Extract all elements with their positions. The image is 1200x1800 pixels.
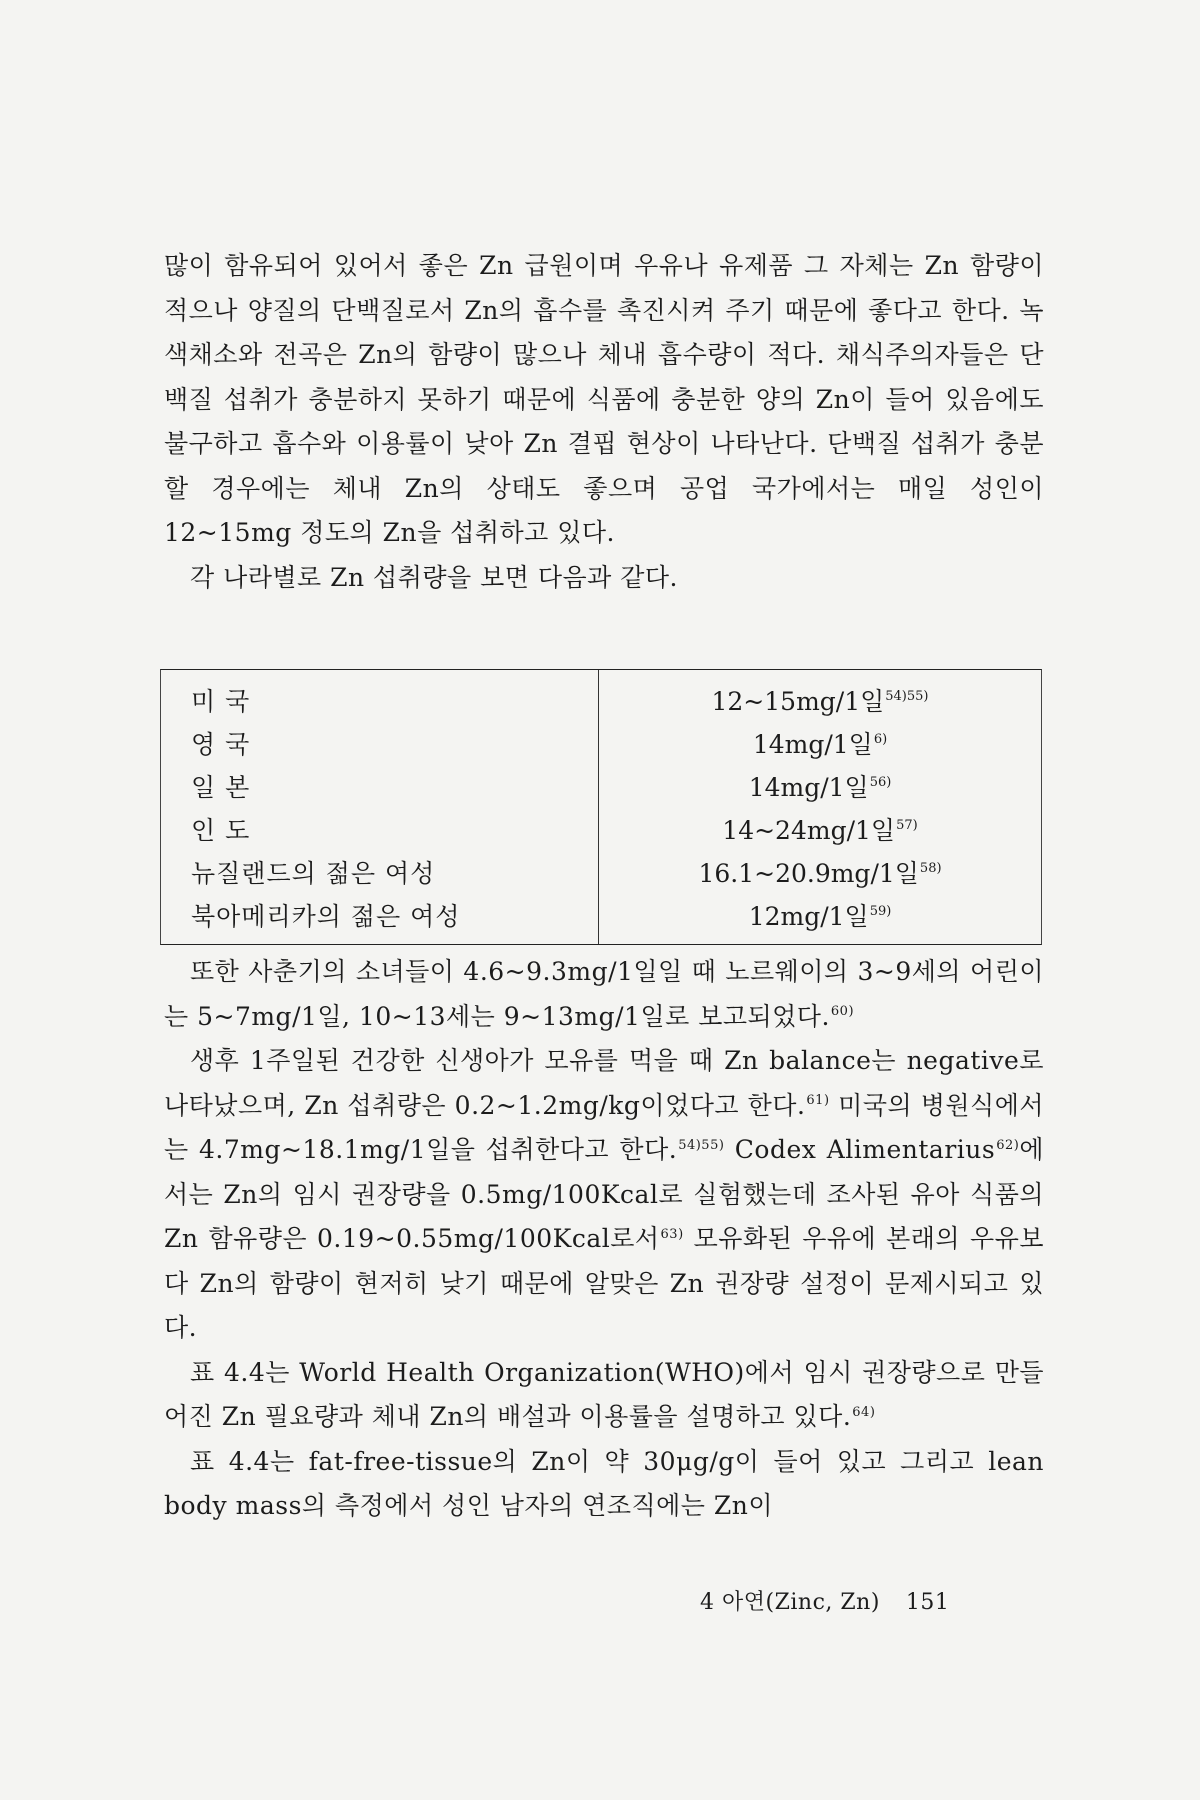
page-number: 151 xyxy=(905,1590,950,1615)
paragraph-intake-intro: 각 나라별로 Zn 섭취량을 보면 다음과 같다. xyxy=(190,562,679,592)
table-row xyxy=(161,850,1041,893)
reference-marker: 54)55) xyxy=(885,689,929,705)
amount-cell xyxy=(599,764,1042,807)
table-row xyxy=(161,670,1041,721)
reference-marker: 58) xyxy=(919,861,942,877)
paragraph-who-requirement: 표 4.4는 World Health Organization(WHO)에서 임시 권장량으로 만들어진 Zn 필요량과 체내 Zn의 배설과 이용률을 설명하고 있다.$^{64)}$ xyxy=(164,1357,1044,1431)
amount-cell xyxy=(599,850,1042,893)
reference-marker: 60) xyxy=(830,1004,855,1020)
reference-marker: 61) xyxy=(806,1093,830,1109)
amount-cell xyxy=(599,670,1042,721)
reference-marker: 57) xyxy=(896,818,918,834)
reference-marker: 64) xyxy=(852,1404,876,1420)
country-cell: 일 본 xyxy=(161,764,599,807)
amount-value: 12mg/1일 xyxy=(748,901,869,931)
country-cell: 북아메리카의 젊은 여성 xyxy=(161,893,599,944)
reference-marker: 59) xyxy=(869,904,892,920)
reference-marker: 62) xyxy=(996,1137,1020,1153)
table-row xyxy=(161,721,1041,764)
paragraph-infant-balance: 생후 1주일된 건강한 신생아가 모유를 먹을 때 Zn balance는 negative로 나타났으며, Zn 섭취량은 0.2~1.2mg/kg이었다고 한다.$^{61)}$ 미국의 병원식에서는 4.7mg~18.1mg/1일을 섭취한다고 한다.$^{54)55)}$ Codex Alimentarius$^{62)}$에서는 Zn의 임시 권장량을 0.5mg/100Kcal로 실험했는데 조사된 유아 식품의 Zn 함유량은 0.19~0.55mg/100Kcal로서$^{63)}$ 모유화된 우유에 본래의 우유보다 Zn의 함량이 현저히 낮기 때문에 알맞은 Zn 권장량 설정이 문제시되고 있다. xyxy=(164,1046,1044,1342)
page-footer xyxy=(700,1585,949,1616)
amount-value: 14mg/1일 xyxy=(748,772,869,802)
body-text-bottom xyxy=(164,950,1044,1529)
table-row xyxy=(161,764,1041,807)
paragraph-zn-sources: 많이 함유되어 있어서 좋은 Zn 급원이며 우유나 유제품 그 자체는 Zn 함량이 적으나 양질의 단백질로서 Zn의 흡수를 촉진시켜 주기 때문에 좋다고 한다. 녹색채소와 전곡은 Zn의 함량이 많으나 체내 흡수량이 적다. 채식주의자들은 단백질 섭취가 충분하지 못하기 때문에 식품에 충분한 양의 Zn이 들어 있음에도 불구하고 흡수와 이용률이 낮아 Zn 결핍 현상이 나타난다. 단백질 섭취가 충분할 경우에는 체내 Zn의 상태도 좋으며 공업 국가에서는 매일 성인이 12~15mg 정도의 Zn을 섭취하고 있다. xyxy=(164,251,1044,547)
amount-value: 12~15mg/1일 xyxy=(711,686,885,716)
table-row xyxy=(161,807,1041,850)
amount-cell xyxy=(599,721,1042,764)
reference-marker: 54)55) xyxy=(678,1137,725,1153)
paragraph-adolescent-intake: 또한 사춘기의 소녀들이 4.6~9.3mg/1일일 때 노르웨이의 3~9세의 어린이는 5~7mg/1일, 10~13세는 9~13mg/1일로 보고되었다.$^{60)}$ xyxy=(164,957,1044,1031)
paragraph-tissue-zn: 표 4.4는 fat-free-tissue의 Zn이 약 30μg/g이 들어 있고 그리고 lean body mass의 측정에서 성인 남자의 연조직에는 Zn이 xyxy=(164,1446,1044,1520)
chapter-title: 4 아연(Zinc, Zn) xyxy=(700,1590,880,1615)
amount-cell xyxy=(599,807,1042,850)
reference-marker: 6) xyxy=(873,732,888,748)
amount-value: 16.1~20.9mg/1일 xyxy=(698,858,919,888)
country-cell: 영 국 xyxy=(161,721,599,764)
country-cell: 뉴질랜드의 젊은 여성 xyxy=(161,850,599,893)
amount-value: 14mg/1일 xyxy=(752,729,873,759)
table-row xyxy=(161,893,1041,944)
country-cell: 미 국 xyxy=(161,670,599,721)
amount-value: 14~24mg/1일 xyxy=(722,815,896,845)
amount-cell xyxy=(599,893,1042,944)
reference-marker: 63) xyxy=(660,1226,684,1242)
reference-marker: 56) xyxy=(869,775,892,791)
country-cell: 인 도 xyxy=(161,807,599,850)
body-text-top xyxy=(164,244,1044,600)
zn-intake-table xyxy=(160,669,1042,945)
